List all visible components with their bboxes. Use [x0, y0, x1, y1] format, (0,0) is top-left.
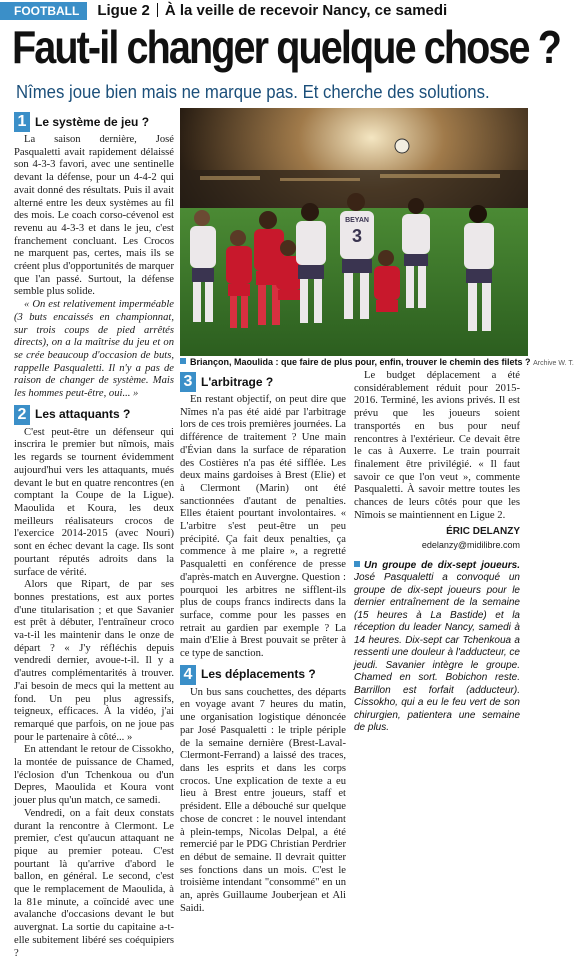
section-title: Les déplacements ?: [201, 667, 316, 682]
paragraph: Alors que Ripart, de par ses bonnes prestations, est aux portes d'une titularisation ; et que Savanier est prêt à débuter, l'entraîneur croco va-t-il les maintenir dans le onze de départ ? « J'y réfléchis depuis vendredi dernier, avoue-t-il. Il y a d'autres complémentarités à trouver. J'ai besoin de mecs qui la mettent au fond. Un peu plus agressifs, teigneux, efficaces. À la vidéo, j'ai remarqué que parfois, on ne joue pas pour le partenaire à côté... »: [14, 579, 174, 743]
jersey-name: BEYAN: [345, 217, 369, 224]
football-scene-illustration: [180, 108, 528, 356]
rubric-label: FOOTBALL: [0, 2, 87, 20]
section-number: 4: [180, 665, 196, 685]
column-left: [14, 110, 174, 960]
section-title: Le système de jeu ?: [35, 114, 150, 129]
paragraph: C'est peut-être un défenseur qui inscrira le premier but nîmois, mais les regards se tournent évidemment aujourd'hui vers les attaquants, mués devant le but en quatre rencontres (en comptant la Coupe de la Ligue). Maoulida et Koura, les deux meilleurs réalisateurs crocos de l'exercice 2014-2015 (avec Nouri) sont en échec devant la cage. Ils sont pourtant réputés adroits dans la surface de vérité.: [14, 426, 174, 578]
jersey-number: 3: [351, 226, 363, 246]
section-3-header: [180, 372, 346, 392]
paragraph: Le budget déplacement a été considérablement réduit pour 2015-2016. Terminé, les avions privés. Il est prévu que les joueurs soient transportés en bus pour neuf rencontres à l'extérieur. Ce devait être le cas à Auxerre. Le train pourrait finalement être privilégié. « Il faut savoir ce que l'on veut », commente Pasqualetti. À savoir mettre toutes les chances de leurs côtés pour que les Nîmois se maintiennent en Ligue 2.: [354, 370, 520, 521]
section-number: 1: [14, 112, 30, 132]
kicker-divider: [157, 3, 158, 17]
paragraph: Vendredi, on a fait deux constats durant la rencontre à Clermont. Le premier, c'est qu'aucun attaquant ne pique au premier poteau. C'est pourtant là qu'arrive d'abord le ballon, en général. Le second, c'est que le remplacement de Maoulida, à la 81e minute, a coïncidé avec une avalanche d'occasions devant le but auvergnat. La sortie du capitaine a-t-elle subitement libéré ses coéquipiers ?: [14, 807, 174, 959]
photo-caption: [180, 357, 574, 367]
section-1-header: [14, 112, 174, 132]
paragraph: Un bus sans couchettes, des départs en voyage avant 7 heures du matin, une organisation logistique dénoncée par José Pasqualetti : le triple périple de la semaine dernière (Brest-Laval-Clermont-Ferrand) a laissé des traces, dans les esprits et dans les corps crocos. Une explication de texte a eu lieu à Brest entre joueurs, staff et président. Elle a débouché sur quelque chose de concret : le nouvel intendant à plein-temps, Nicolas Delpal, a été remercié par le PDG Christian Perdrier en début de semaine. Il devrait quitter ses fonctions dans un mois. C'est le troisième intendant "consommé" en un an, après Guillaume Jouberjean et Ali Saidi.: [180, 686, 346, 914]
paragraph: La saison dernière, José Pasqualetti avait rapidement délaissé son 4-3-3 favori, avec une sentinelle devant la défense, pour un 4-4-2 qui avait donné des résultats. Puis il avait alterné entre les deux systèmes au fil des mois. Le coach corso-cévenol est revenu au 4-3-3 et dans le jeu, c'est franchement concluant. Les Crocos ne marquent pas, certes, mais ils se créent plus d'opportunités de marquer que l'an passé. Surtout, la défense semble plus solide.: [14, 134, 174, 298]
header-bar: [0, 0, 530, 20]
section-number: 3: [180, 372, 196, 392]
caption-text: Briançon, Maoulida : que faire de plus pour, enfin, trouver le chemin des filets ?: [190, 357, 531, 367]
section-number: 2: [14, 405, 30, 425]
kicker-context: À la veille de recevoir Nancy, ce samedi: [164, 1, 448, 19]
brief-box: [354, 560, 520, 735]
match-photo: [180, 108, 528, 356]
ball-icon: [395, 139, 409, 153]
section-2-header: [14, 405, 174, 425]
paragraph: En restant objectif, on peut dire que Nîmes n'a pas été aidé par l'arbitrage lors de ces trois premières journées. La différence de traitement ? Une main d'Évian dans la surface de réparation des Costières n'a pas été sifflée. Les deux mains gardoises à Brest (Elie) et à Clermont (Marin) ont été sanctionnées d'autant de penalties. Elles étaient pourtant involontaires. « L'arbitre s'est peut-être un peu précipité. Ça fait deux penalties, ça commence à me plaire », a regretté Pasqualetti en conférence de presse d'après-match en Auvergne. Question : pourquoi les arbitres ne sifflent-ils plus de coups francs indirects dans la surface, comme pour les passes en retrait au gardien par exemple ? La main d'Elie à Brest pouvait se prêter à ce type de sanction.: [180, 394, 346, 660]
paragraph: En attendant le retour de Cissokho, la montée de puissance de Chamed, l'éclosion d'un Tchenkoua ou d'un Depres, Maoulida et Koura vont jouer plus qu'un match, ce samedi.: [14, 744, 174, 807]
byline-author: ÉRIC DELANZY: [446, 526, 520, 538]
headline: Faut-il changer quelque chose ?: [12, 21, 561, 73]
paragraph-quote: « On est relativement imperméable (3 buts encaissés en championnat, sur trois coups de pied arrêtés directs), on a la maîtrise du jeu et on se crée beaucoup d'occasion de buts, rappelle Pasqualetti. Il n'y a pas de raison de changer de système. Mais les hommes peut-être, oui... »: [14, 299, 174, 400]
brief-marker-icon: [354, 561, 360, 567]
column-middle: [180, 370, 346, 915]
brief-text: José Pasqualetti a convoqué un groupe de dix-sept joueurs pour le dernier entraînement de la semaine (15 heures à La Bastide) et la réception du leader Nancy, samedi à 14 heures. Dix-sept car Tchenkoua a ressenti une douleur à l'adducteur, ce jeudi. Savanier intègre le groupe. Chamed en sort. Bobichon reste. Barrillon est forfait (adducteur). Cissokho, qui a eu le feu vert de son chirurgien, patientera une semaine de plus.: [354, 572, 520, 734]
section-4-header: [180, 665, 346, 685]
kicker-competition: Ligue 2: [97, 1, 150, 19]
standfirst: Nîmes joue bien mais ne marque pas. Et cherche des solutions.: [16, 82, 490, 102]
kicker: [97, 2, 447, 19]
column-right: [354, 370, 520, 735]
photo-credit: Archive W. T.: [533, 360, 574, 367]
caption-marker-icon: [180, 358, 186, 364]
byline-email: edelanzy@midilibre.com: [421, 540, 520, 551]
section-title: L'arbitrage ?: [201, 374, 274, 389]
section-title: Les attaquants ?: [35, 407, 131, 422]
brief-lead: Un groupe de dix-sept joueurs.: [364, 559, 520, 571]
